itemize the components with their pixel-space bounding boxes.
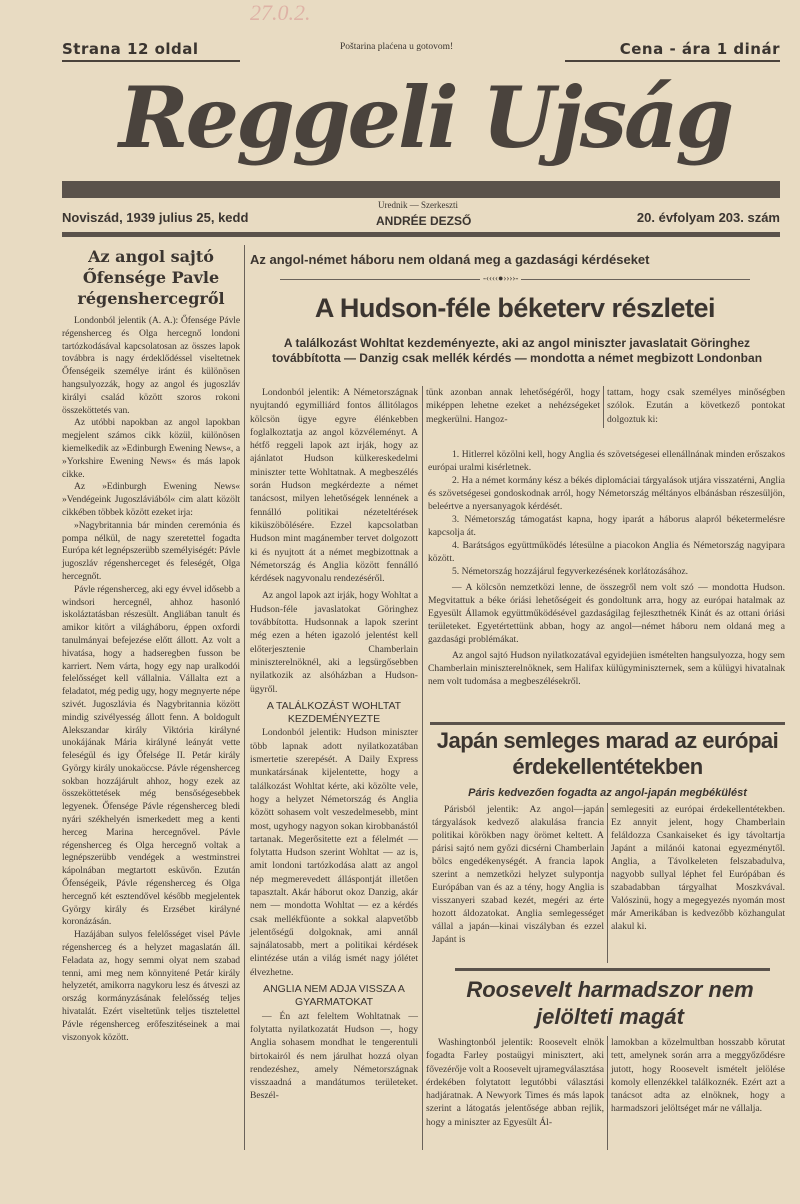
editor-name: ANDRÉE DEZSŐ [376, 214, 472, 228]
section-heading: A TALÁLKOZÁST WOHLTAT KEZDEMÉNYEZTE [266, 699, 402, 726]
paragraph: — Én azt feleltem Wohltatnak — folytatta nyilatkozatát Hudson —, hogy Anglia sohasem mondhat le tengerentuli birtokairól és nem járulhat hozzá olyan rendezéshez, amely Németországnak visszaadná a mandátumos területeket. Beszél- [250, 1010, 418, 1102]
paragraph: Londonból jelentik: A Németországnak nyujtandó egymilliárd fontos állitólagos kölcsön ügye egyre élénkebben foglalkoztatja az angol közvéleményt. A hétfő reggeli lapok azt irják, hogy az ajánlatot Hudson külkereskedelmi miniszter tette Wohltatnak. A megbeszélés során Hudson megkérdezte a német tanácsost, milyen lehetőségek lennének a fennálló politikai nézeteltérések kiküszöbölésére. Ezzel kapcsolatban Hudson mint magánember tervet dolgozott ki és nyujtott át a német megbizottnak a Németország és Anglia között fennálló kérdések nagyvonalu rendezéséről. [250, 387, 418, 585]
paragraph: — A kölcsön nemzetközi lenne, de összegről nem volt szó — mondotta Hudson. Megvitattuk a béke óriási lehetőségeit és gondoltunk arra, hogy az európai hatalmak az Egyesült Államok együttműködésével gazdaságilag fejleszthetnék Kinát és az ottani óriási területeket. Egyetértettünk abban, hogy az angol—német háboru nem oldaná meg a gazdasági problémákat. [428, 582, 785, 645]
column-rule [244, 245, 245, 1150]
paragraph: Hazájában sulyos felelősséget visel Pávle régensherceg és a helyzet magaslatán áll. Feladata az, hogy semmi olyat nem szabad tenni, ami meg nem könnyitené Petár király helyzetét, amikorra nagykoru lesz és átveszi az ország kormányzásának felelősség teljes hivatalát. Ezért viseltetünk teljes tisztelettel Pávle régensherceg erőfeszitéseinek a mai viszonyok között. [62, 929, 240, 1043]
roosevelt-col-2: lamokban a közelmultban hosszabb körutat tett, amelynek során arra a meggyőződésre jutott, hogy Roosevelt ismételt jelölése komoly ellenzékkel találkoznék. Ezért azt a tanácsot adta az elnöknek, hogy a harmadszori jelöltséget már ne vállalja. [611, 1037, 785, 1115]
paragraph: Londonból jelentik: Hudson miniszter több lapnak adott nyilatkozatában ismertetie szerepését. A Daily Express munkatársának kijelentette, hogy a találkozást Wohltat kérte, aki közölte vele, hogy a helyzet Németország és Anglia között sohasem volt veszedelmesebb, mint most, ugyhogy nagyon sokan kirobbanástól tartanak. Megerősitette ezt a félelmét — folytatta Hudson szerint Wohltat — az is, amit londoni tartózkodása alatt az angol nép megmerevedett álláspontját illetően tapasztalt. Akár háborut okoz Danzig, akár nem — mondotta Wohltat — ez a kérdés csak mellékfüonte a sokkal alapvetőbb jelentőségű dolgoknak, ami annál sajnálatosabb, mert a politikai kérdések elintézése után a világ ismét nagy jólétet élvezhetne. [250, 727, 418, 978]
archive-stamp: 27.0.2. [250, 0, 311, 25]
section-rule [430, 722, 785, 725]
japan-headline: Japán semleges marad az európai érdekellentétekben [436, 728, 779, 779]
paragraph: Az angol sajtó Hudson nyilatkozatával egyidejüen ismételten hangsulyozza, hogy sem Chamberlain miniszterelnöknek, sem Halifax külügyminiszternek, sem a külügyi hivatalnak nem volt tudomása a megbeszélésekről. [428, 650, 785, 687]
editor-label: Urednik — Szerkeszti [378, 200, 458, 210]
japan-col-2: semlegesiti az európai érdekellentétekben. Ez annyit jelent, hogy Chamberlain feláldozza Csankaiseket és igy távoltartja Japánt a milánói katonai egyezménytől. Anglia, a Távolkeleten felszabadulva, nagyobb sullyal léphet fel Európában és szabadabban tárgyalhat Moszkvával. Valószinü, hogy a megegyezés nyomán most már Amerikában is kedvezőbb közhangulat alakul ki. [611, 804, 785, 932]
list-item: 2. Ha a német kormány kész a békés diplomáciai tárgyalások utjára visszatérni, Anglia és szövetségesei gondoskodnak arról, hogy Németország méltányos elbánásban részesüljön, beleértve a nyersanyagok kérdését. [428, 475, 785, 512]
main-subhead: A találkozást Wohltat kezdeményezte, aki az angol miniszter javaslatait Göringhez továbbította — Danzig csak mellék kérdés — mondotta a német megbizott Londonban [271, 336, 763, 365]
paragraph: Az utóbbi napokban az angol lapokban megjelent számos cikk közül, különösen kiemelkedik az »Edinburgh Ewening News«, a »Yorkshire Ewening News« és más lapok cikke. [62, 417, 240, 480]
column-rule [607, 1036, 608, 1150]
list-item: 3. Németország támogatást kapna, hogy iparát a háborus alapról béketermelésre kapcsolja át. [428, 514, 785, 538]
place-date: Noviszád, 1939 julius 25, kedd [62, 210, 249, 225]
masthead-bar [62, 181, 780, 198]
list-item: 1. Hitlerrel közölni kell, hogy Anglia és szövetségesei ellenállnának minden erőszakos európai uralmi kisérletnek. [428, 449, 785, 473]
kicker: Az angol-német háboru nem oldaná meg a gazdasági kérdéseket [250, 252, 650, 267]
paragraph: Az angol lapok azt irják, hogy Wohltat a Hudson-féle javaslatokat Göringhez továbbította. Hudsonnak a lapok szerint még ezen a héten igazoló jelentést kell előterjesztenie Chamberlain miniszterelnöknél, aki a legsürgősebben nyilatkozik az alsóházban a Hudson-ügyről. [250, 590, 418, 695]
roosevelt-headline: Roosevelt harmadszor nem jelölteti magát [466, 977, 754, 1029]
left-article [62, 246, 240, 1044]
roosevelt-col-1: Washingtonból jelentik: Roosevelt elnök fogadta Farley postaügyi minisztert, aki fővezérője volt a Roosevelt ujramegválasztása érdekében folytatott legutóbbi választási hadjáratnak. A Newyork Times és más lapok szerint a látogatás jelentősége abban rejlik, hogy a miniszter az Egyesült Ál- [426, 1037, 604, 1128]
main-col-2-top: tünk azonban annak lehetőségéről, hogy miképpen lehetne ezeket a nehézségeket megkerülni. Hangoz- [426, 387, 600, 425]
main-col-3-top: tattam, hogy csak személyes minőségben szólok. Ezután a következő pontokat dolgoztuk ki: [607, 387, 785, 425]
page-count: Strana 12 oldal [62, 40, 240, 62]
article-headline: Az angol sajtó Őfensége Pavle régenshercegről [77, 247, 225, 308]
column-rule [603, 386, 604, 428]
japan-col-1: Párisból jelentik: Az angol—japán tárgyalások kedvező alakulása francia politikai körökben nagy örömet keltett. A párisi sajtó nem győzi dicsérni Chamberlain bölcs engedékenységét. A francia lapok szerint a nemzetközi helyzet sulypontja Európában van és az a tény, hogy Anglia is visszanyeri szabad kezét, megéri az érte hozott áldozatokat. Anglia semlegességet vállal a japán—kinai viszályban és ezzel Japánt is [432, 804, 604, 945]
price: Cena - ára 1 dinár [565, 40, 780, 62]
article-body [62, 315, 240, 1044]
paragraph: Az »Edinburgh Ewening News« »Vendégeink Jugoszláviából« cim alatt közölt cikkében többek között ezeket irja: [62, 481, 240, 518]
issue-number: 20. évfolyam 203. szám [636, 210, 780, 225]
ornament: -‹‹‹‹●››››- [480, 272, 521, 284]
dateline-bar [62, 232, 780, 237]
section-heading: ANGLIA NEM ADJA VISSZA A GYARMATOKAT [263, 983, 405, 1009]
list-item: 5. Németország hozzájárul fegyverkezésének korlátozásához. [452, 566, 688, 577]
paragraph: Londonból jelentik (A. A.): Őfensége Pávle régensherceg és Olga hercegnő londoni tartózkodásával kapcsolatosan az összes lapok továbbra is nagy érdeklődéssel viseltetnek Őfenségeik személye iránt és különösen hangsulyozzák, hogy az angol és jugoszláv királyi család között szoros rokoni összeköttetés van. [62, 315, 240, 416]
section-rule [455, 968, 770, 971]
japan-subhead: Páris kedvezően fogadta az angol-japán megbékülést [468, 787, 747, 799]
list-item: 4. Barátságos együttműködés létesülne a piacokon Anglia és Németország nagyipara között. [428, 540, 785, 564]
paragraph: »Nagybritannia bár minden ceremónia és pompa nélkül, de nagy szeretettel fogadta Európa két legnépszerübb személyiségét: Pávle jugoszláv régensherceget és feleségét, Olga hercegnőt. [62, 519, 240, 582]
postage-note: Poštarina plaćena u gotovom! [340, 42, 454, 52]
paragraph: Pávle régensherceg, aki egy évvel idősebb a windsori hercegnél, ahhoz hasonló iskoláztatásban részesült. Angliában tanult és amikor kitört a világháboru, éppen oxfordi tanulmányai befejezése előtt állott. Az volt a hivatása, hogy a hadseregben fusson be karriert. Nem várta, hogy egy nap uralkodói felelősséget kell vállalnia. Vállalta ezt a feladatot, még pedig ugy, hogy megnyerte népe szivét. Jugoszlávia és Nagybritannia között mindig szivélyesség állott fenn. A boldogult Alekszandar király Viktória királyné unokájának Mária királyné leányát vette feleségül és igy Őfelsége II. Petár király György király unokaöccse. Pávle régensherceg sokban hozzájárult ahhoz, hogy ezek az összeköttetések még bensőségesebbek legyenek. Őfensége Pávle régensherceg bledi nyári székhelyén ismerkedett meg a kenti herceg Marina hercegnővel. Pávle régensherceg és Olga hercegnő voltak a legnépszerübb vendégek a westminstrei kápolnában megtartott esküvőn. Ezután Őfenségeik, Pávle régensherceg és Olga hercegnő két esztendővel később megjelentek György király és Erzsébet királyné koronázásán. [62, 583, 240, 928]
main-headline: A Hudson-féle béketerv részletei [314, 293, 716, 323]
main-col-1 [250, 386, 418, 1103]
masthead-title: Reggeli Ujság [118, 68, 732, 167]
column-rule [422, 386, 423, 1150]
points-list [428, 448, 785, 688]
column-rule [607, 803, 608, 963]
